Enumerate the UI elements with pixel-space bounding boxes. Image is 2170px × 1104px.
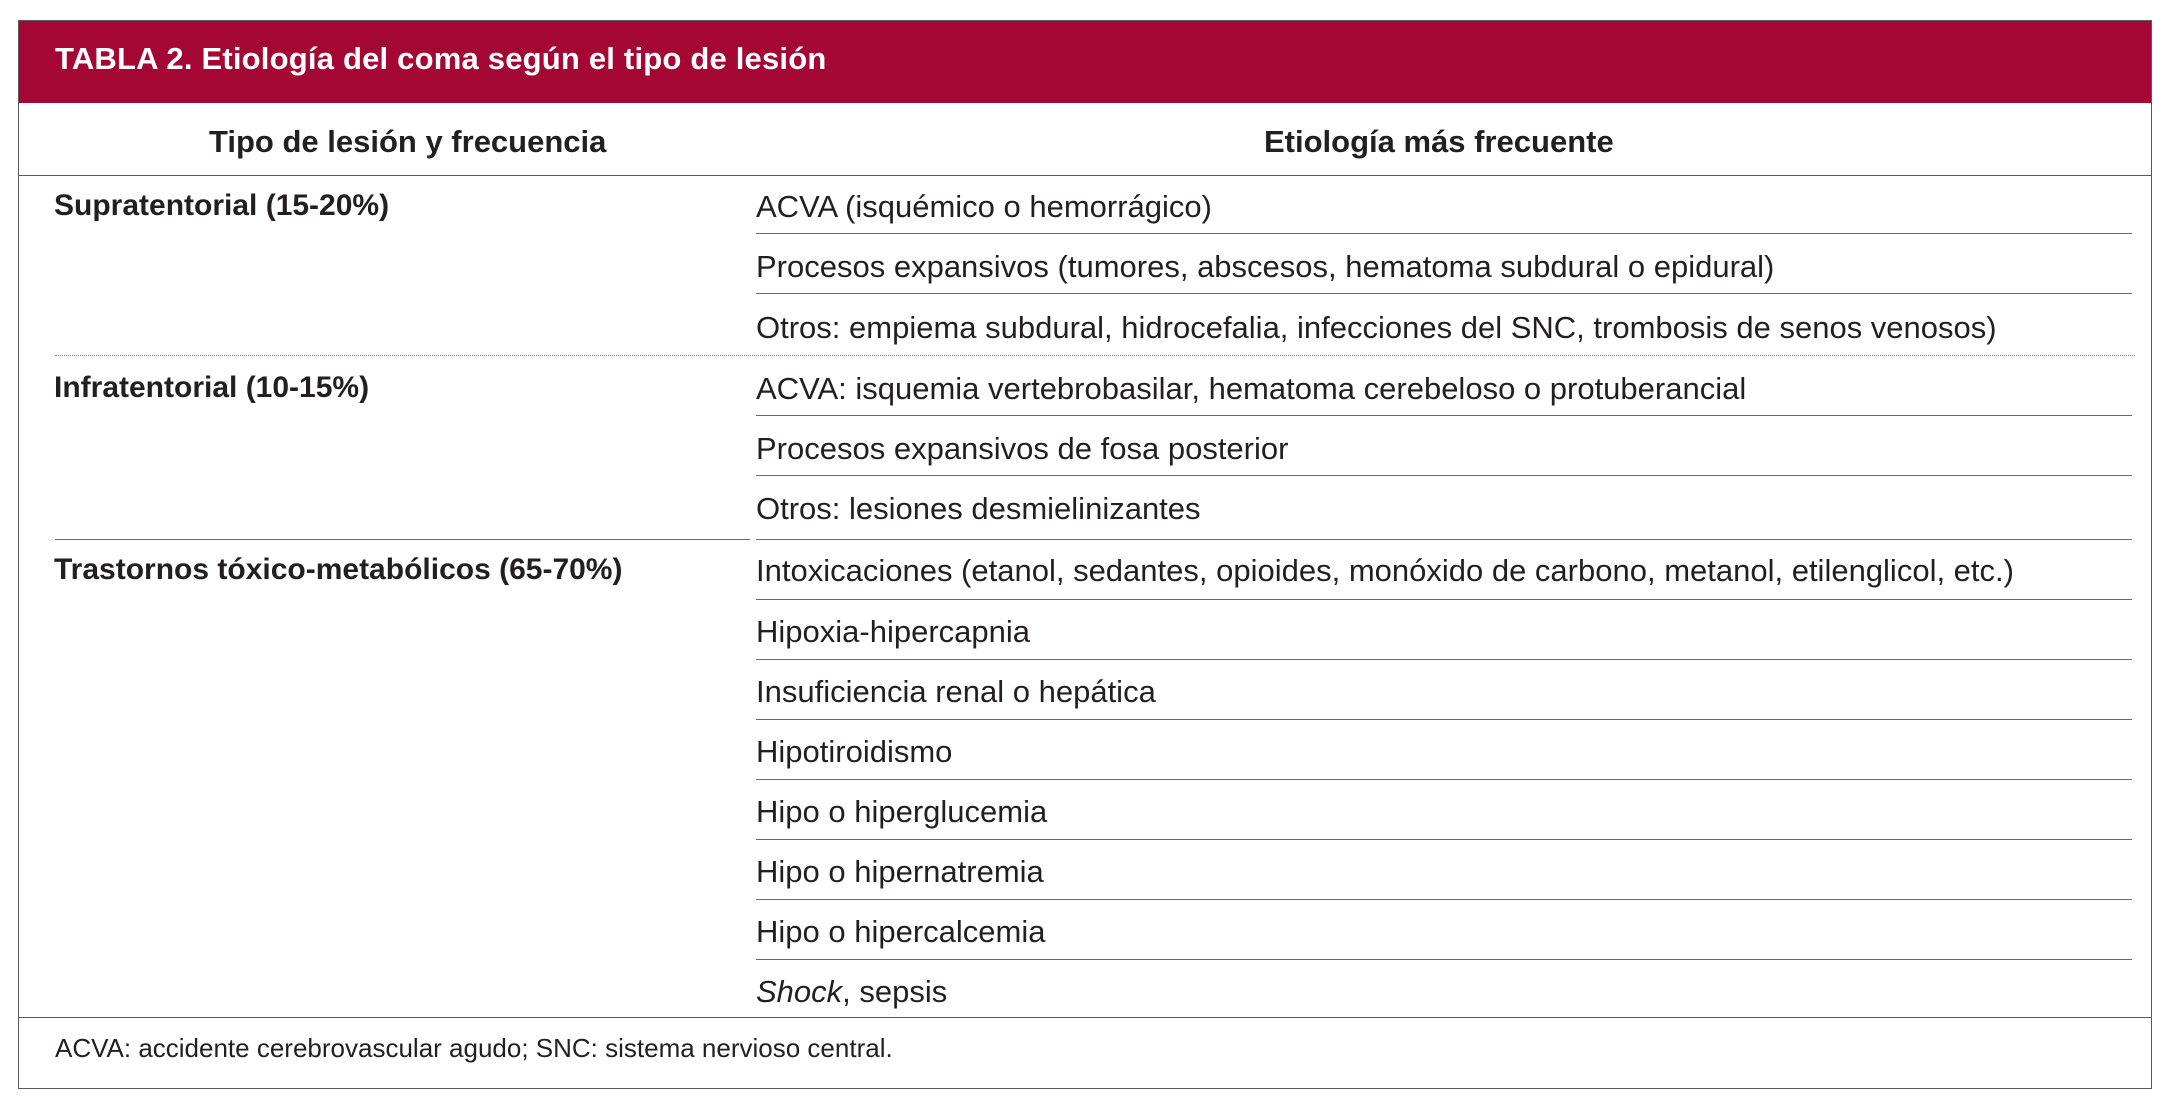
- group-label-toxic-metabolic: Trastornos tóxico-metabólicos (65-70%): [54, 553, 623, 586]
- etiology-row: Hipo o hiperglucemia: [756, 794, 1048, 829]
- row-separator: [756, 293, 2132, 294]
- group-label-supratentorial: Supratentorial (15-20%): [54, 189, 390, 222]
- row-separator: [756, 415, 2132, 416]
- table-header-row: [19, 103, 2151, 176]
- footnote-separator: [19, 1017, 2151, 1018]
- group-label-infratentorial: Infratentorial (10-15%): [54, 371, 370, 404]
- etiology-row: Insuficiencia renal o hepática: [756, 674, 1156, 709]
- etiology-row: Hipoxia-hipercapnia: [756, 614, 1030, 649]
- table-title: TABLA 2. Etiología del coma según el tipo de lesión: [55, 41, 827, 76]
- italic-term: Shock: [756, 974, 843, 1009]
- group-separator: [55, 355, 2135, 356]
- row-separator: [756, 719, 2132, 720]
- etiology-row-last: [756, 974, 947, 1010]
- row-separator: [756, 899, 2132, 900]
- column-header-etiology: Etiología más frecuente: [1264, 124, 1614, 159]
- column-header-lesion-type: Tipo de lesión y frecuencia: [209, 124, 607, 159]
- row-separator: [756, 659, 2132, 660]
- last-row-rest: , sepsis: [842, 974, 948, 1009]
- etiology-row: Intoxicaciones (etanol, sedantes, opioides, monóxido de carbono, metanol, etilenglicol, etc.): [756, 553, 2014, 588]
- etiology-row: Hipotiroidismo: [756, 734, 953, 769]
- table-frame: [18, 20, 2152, 1089]
- etiology-row: Hipo o hipercalcemia: [756, 914, 1046, 949]
- row-separator: [756, 779, 2132, 780]
- etiology-row: Procesos expansivos (tumores, abscesos, hematoma subdural o epidural): [756, 249, 1775, 284]
- etiology-row: ACVA: isquemia vertebrobasilar, hematoma cerebeloso o protuberancial: [756, 371, 1747, 406]
- row-separator: [756, 959, 2132, 960]
- etiology-row: Procesos expansivos de fosa posterior: [756, 431, 1289, 466]
- row-separator: [756, 233, 2132, 234]
- table-footnote: ACVA: accidente cerebrovascular agudo; SNC: sistema nervioso central.: [55, 1033, 893, 1063]
- row-separator: [756, 475, 2132, 476]
- etiology-row: ACVA (isquémico o hemorrágico): [756, 189, 1212, 224]
- etiology-row: Otros: lesiones desmielinizantes: [756, 491, 1201, 526]
- table-title-bar: [19, 21, 2151, 103]
- group-separator: [55, 539, 750, 540]
- etiology-row: Otros: empiema subdural, hidrocefalia, infecciones del SNC, trombosis de senos venosos): [756, 310, 1997, 345]
- row-separator: [756, 839, 2132, 840]
- etiology-row: Hipo o hipernatremia: [756, 854, 1044, 889]
- row-separator: [756, 539, 2132, 540]
- row-separator: [756, 599, 2132, 600]
